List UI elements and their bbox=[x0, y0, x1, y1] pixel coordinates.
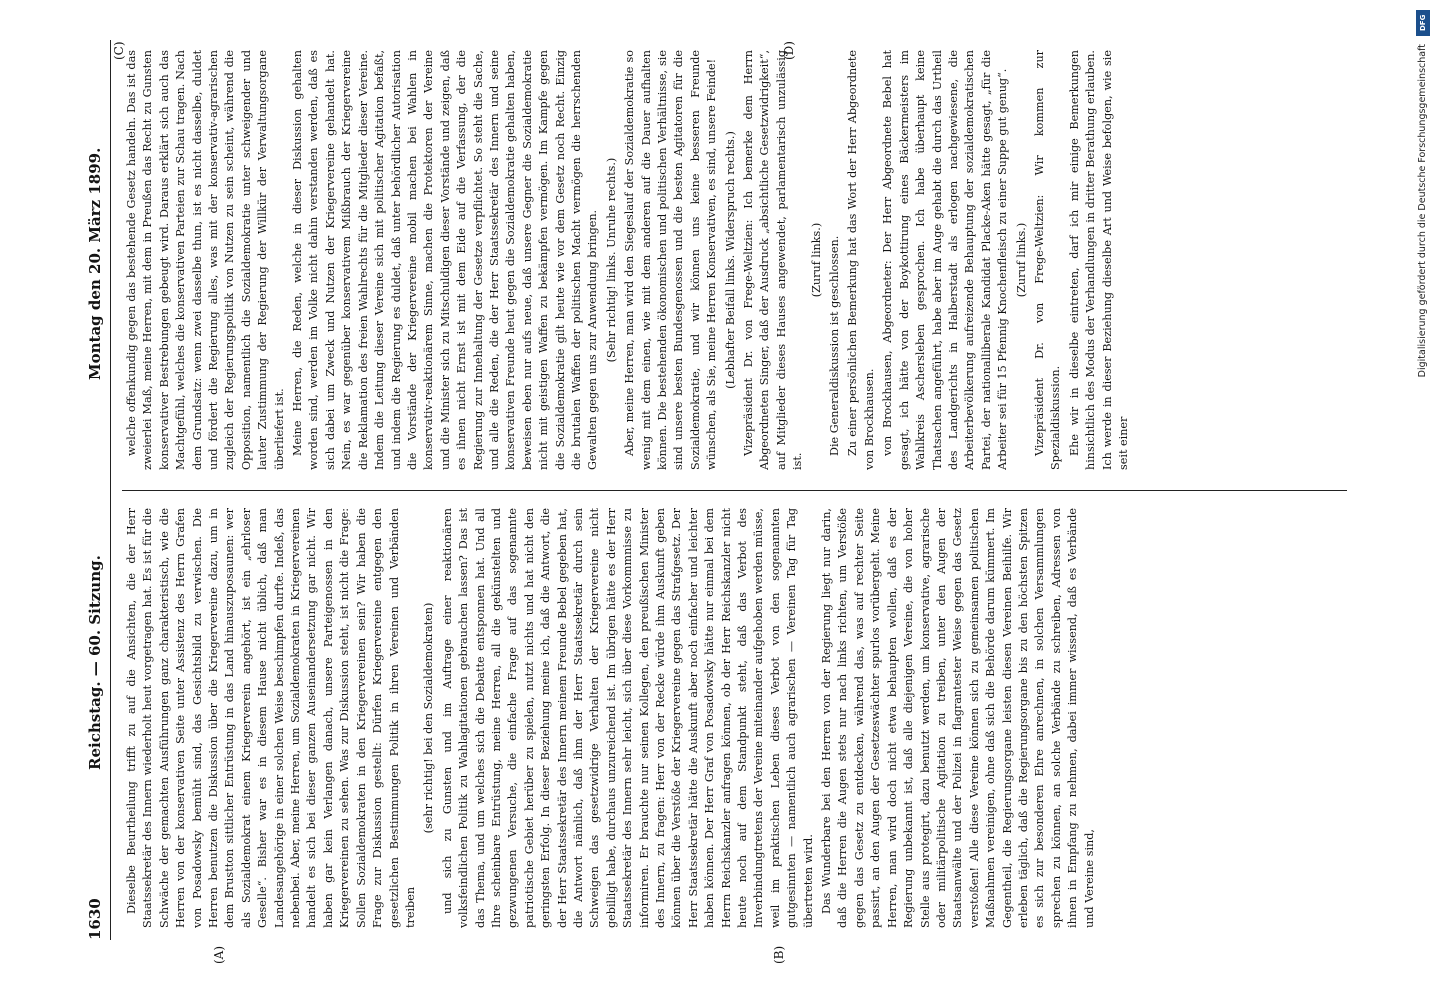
paragraph: Das Wunderbare bei den Herren von der Regierung liegt nur darin, daß die Herren die Augen stets nur nach links richten, um Verstöße gegen das Gesetz zu entdecken, während das, was auf rechter Seite passirt, an den Augen der Gesetzeswächter spurlos vorübergeht. Meine Herren, man wird doch nicht etwa behaupten wollen, daß es der Regierung unbekannt ist, daß alle diejenigen Vereine, die von hoher Stelle aus protegirt, dazu benutzt werden, um konservative, agrarische oder militärpolitische Agitation zu treiben, unter den Augen der Staatsanwälte und der Polizei in flagrantester Weise gegen das Gesetz verstoßen! Alle diese Vereine können sich zu gemeinsamen politischen Maßnahmen vereinigen, ohne daß sich die Behörde darum kümmert. Im Gegentheil, die Regierungsorgane leisten diesen Vereinen Beihilfe. Wir erleben täglich, daß die Regierungsorgane bis zu den höchsten Spitzen es sich zur besonderen Ehre anrechnen, in solchen Versammlungen sprechen zu können, an solche Verbände zu schreiben, Adressen von ihnen in Empfang zu nehmen, dabei immer wissend, daß es Verbände und Vereine sind, bbox=[820, 508, 1096, 928]
interjection: (Zuruf links.) bbox=[1014, 222, 1028, 298]
digitization-note: Digitalisierung gefördert durch die Deutsche Forschungsgemeinschaft bbox=[1417, 44, 1428, 378]
section-marker-a: (A) bbox=[212, 945, 226, 964]
paragraph: Dieselbe Beurtheilung trifft zu auf die Ansichten, die der Herr Staatssekretär des Innern wiederholt heut vorgetragen hat. Es ist für die Schwäche der gemachten Ausführungen ganz charakteristisch, wie die Herren von der konservativen Seite unter Assistenz des Herrn Grafen von Posadowsky bemüht sind, das Gesichtsbild zu verwischen. Die Herren benutzen die Diskussion über die Kriegervereine dazu, um in dem Brustton sittlicher Entrüstung in das Land hinauszuposaunen: wer als Sozialdemokrat einem Kriegerverein angehört, ist ein „ehrloser Geselle“. Bisher war es in diesem Hause nicht üblich, daß man Landesangehörige in einer solchen Weise beschimpfen durfte. Indeß, das nebenbei. Aber, meine Herren, um Sozialdemokraten in Kriegervereinen handelt es sich bei dieser ganzen Auseinandersetzung gar nicht. Wir haben gar kein Verlangen danach, unsere Parteigenossen in den Kriegervereinen zu sehen. Was zur Diskussion steht, ist nicht die Frage: Sollen Sozialdemokraten in den Kriegervereinen sein? Wir haben die Frage zur Diskussion gestellt: Dürfen Kriegervereine entgegen den gesetzlichen Bestimmungen Politik in ihren Vereinen und Verbänden treiben bbox=[125, 508, 417, 928]
left-column bbox=[124, 508, 1344, 928]
page-number: 1630 bbox=[86, 898, 104, 940]
paragraph: und sich zu Gunsten und im Auftrage einer reaktionären volksfeindlichen Politik zu Wahlagitationen gebrauchen lassen? Das ist das Thema, und um welches sich die Debatte entsponnen hat. Und all Ihre scheinbare Entrüstung, meine Herren, all die gekünstelten und gezwungenen Versuche, die einfache Frage auf das sogenannte patriotische Gebiet herüber zu spielen, nutzt nichts und hat nicht den geringsten Erfolg. In dieser Beziehung meine ich, daß die Antwort, die der Herr Staatssekretär des Innern meinem Freunde Bebel gegeben hat, die Antwort nämlich, daß ihm der Herr Staatssekretär durch sein Schweigen das gesetzwidrige Verhalten der Kriegervereine nicht gebilligt habe, durchaus unzureichend ist. Im übrigen hätte es der Herr Staatssekretär des Innern sehr leicht, sich über diese Vorkommnisse zu informiren. Er brauchte nur seinen Kollegen, den preußischen Minister des Innern, zu fragen: Herr von der Recke würde ihm Auskunft geben können über die Verstöße der Kriegervereine gegen das Strafgesetz. Der Herr Staatssekretär hätte die Auskunft aber noch einfacher und leichter haben können. Der Herr Graf von Posadowsky hätte nur einmal bei dem Herrn Reichskanzler anfragen können, ob der Herr Reichskanzler nicht heute noch auf dem Standpunkt steht, daß das Verbot des Inverbindungtretens der Vereine miteinander aufgehoben werden müsse, weil im praktischen Leben dieses Verbot von den sogenannten gutgesinnten — namentlich auch agrarischen — Vereinen Tag für Tag übertreten wird. bbox=[440, 508, 815, 928]
page-header bbox=[82, 40, 111, 940]
session-title: Reichstag. — 60. Sitzung. bbox=[86, 555, 104, 770]
column-divider bbox=[122, 490, 1347, 491]
paragraph: Vizepräsident Dr. von Frege-Weltzien: Wir kommen zur Spezialdiskussion. bbox=[1032, 50, 1063, 470]
paragraph: Die Generaldiskussion ist geschlossen. bbox=[828, 235, 842, 456]
paragraph: Zu einer persönlichen Bemerkung hat das Wort der Herr Abgeordnete von Brockhausen. bbox=[846, 50, 876, 470]
rotated-page bbox=[82, 40, 1382, 964]
interjection: (Lebhafter Beifall links. Widerspruch rechts.) bbox=[723, 131, 737, 389]
section-marker-c: (C) bbox=[112, 41, 126, 60]
right-column bbox=[124, 50, 1344, 470]
dfg-logo: DFG bbox=[1416, 10, 1430, 36]
paragraph: welche offenkundig gegen das bestehende Gesetz handeln. Das ist das zweierlei Maß, meine Herren, mit dem in Preußen das Recht zu Gunsten konservativer Bestrebungen gebeugt wird. Daraus erklärt sich auch das Machtgefühl, welches die konservativen Parteien zur Schau tragen. Nach dem Grundsatz: wenn zwei dasselbe thun, ist es nicht dasselbe, duldet und fördert die Regierung alles, was mit der konservativ-agrarischen zugleich der Regierungspolitik von Nutzen zu sein scheint, während die Opposition, namentlich die Sozialdemokratie unter schweigender und lauter Zustimmung der Regierung der Willkür der Verwaltungsorgane überliefert ist. bbox=[125, 50, 286, 470]
paragraph: Ehe wir in dieselbe eintreten, darf ich mir einige Bemerkungen hinsichtlich des Modus der Verhandlungen in dritter Berathung erlauben. Ich werde in dieser Beziehung dieselbe Art und Weise befolgen, wie sie seit einer bbox=[1067, 50, 1130, 470]
paragraph: Meine Herren, die Reden, welche in dieser Diskussion gehalten worden sind, werden im Volke nicht dahin verstanden werden, daß es sich dabei um Zweck und Nutzen der Kriegervereine gehandelt hat. Nein, es war gegenüber konservativem Mißbrauch der Kriegervereine die Reklamation des freien Wahlrechts für die Mitglieder dieser Vereine. Indem die Leitung dieser Vereine sich mit politischer Agitation befaßt, und indem die Regierung es duldet, daß unter behördlicher Autorisation die Vorstände der Kriegervereine mobil machen bei Wahlen in konservativ-reaktionärem Sinne, machen die Protektoren der Vereine und die Minister sich zu Mitschuldigen dieser Vorstände und zeigen, daß es ihnen nicht Ernst ist mit dem Eide auf die Verfassung, der die Regierung zur Innehaltung der Gesetze verpflichtet. So steht die Sache, und alle die Reden, die der Herr Staatssekretär des Innern und seine konservativen Freunde heut gegen die Sozialdemokratie gehalten haben, beweisen eben nur aufs neue, daß unsere Gegner die Sozialdemokratie nicht mit geistigen Waffen zu bekämpfen vermögen. Im Kampfe gegen die Sozialdemokratie gilt heute wie vor dem Gesetz noch Recht. Einzig die brutalen Waffen der politischen Macht vermögen die herrschenden Gewalten gegen uns zur Anwendung bringen. bbox=[291, 50, 600, 470]
interjection: (Zuruf links.) bbox=[809, 222, 823, 298]
interjection: (Sehr richtig! links. Unruhe rechts.) bbox=[604, 157, 618, 363]
session-date: Montag den 20. März 1899. bbox=[86, 147, 104, 380]
interjection: (sehr richtig! bei den Sozialdemokraten) bbox=[422, 602, 436, 834]
section-marker-d: (D) bbox=[782, 41, 796, 60]
paragraph: von Brockhausen, Abgeordneter: Der Herr Abgeordnete Bebel hat gesagt, ich hätte von der Boykottirung eines Bäckermeisters im Wahlkreis Aschersleben gesprochen. Ich habe überhaupt keine Thatsachen angeführt, habe aber im Auge gehabt die durch das Urtheil des Landgerichts in Halberstadt als erlogen nachgewiesene, die Arbeiterbevölkerung aufreizende Behauptung der sozialdemokratischen Partei, der nationalliberale Kandidat Placke-Aken hätte gesagt, „für die Arbeiter sei für 15 Pfennig Knochenfleisch zu einer Suppe gut genug“. bbox=[881, 50, 1010, 470]
section-marker-b: (B) bbox=[772, 945, 786, 964]
paragraph: Aber, meine Herren, man wird den Siegeslauf der Sozialdemokratie so wenig mit dem einen, wie mit dem anderen auf die Dauer aufhalten können. Die bestehenden ökonomischen und politischen Verhältnisse, sie sind unsere besten Bundesgenossen und die besten Agitatoren für die Sozialdemokratie, und wir können uns keine besseren Freunde wünschen, als Sie, meine Herren Konservativen, es sind, unsere Feinde! bbox=[623, 50, 719, 470]
paragraph: Vizepräsident Dr. von Frege-Weltzien: Ich bemerke dem Herrn Abgeordneten Singer, daß der Ausdruck „absichtliche Gesetzwidrigkeit“, auf Mitglieder dieses Hauses angewendet, parlamentarisch unzulässig ist. bbox=[742, 50, 805, 470]
